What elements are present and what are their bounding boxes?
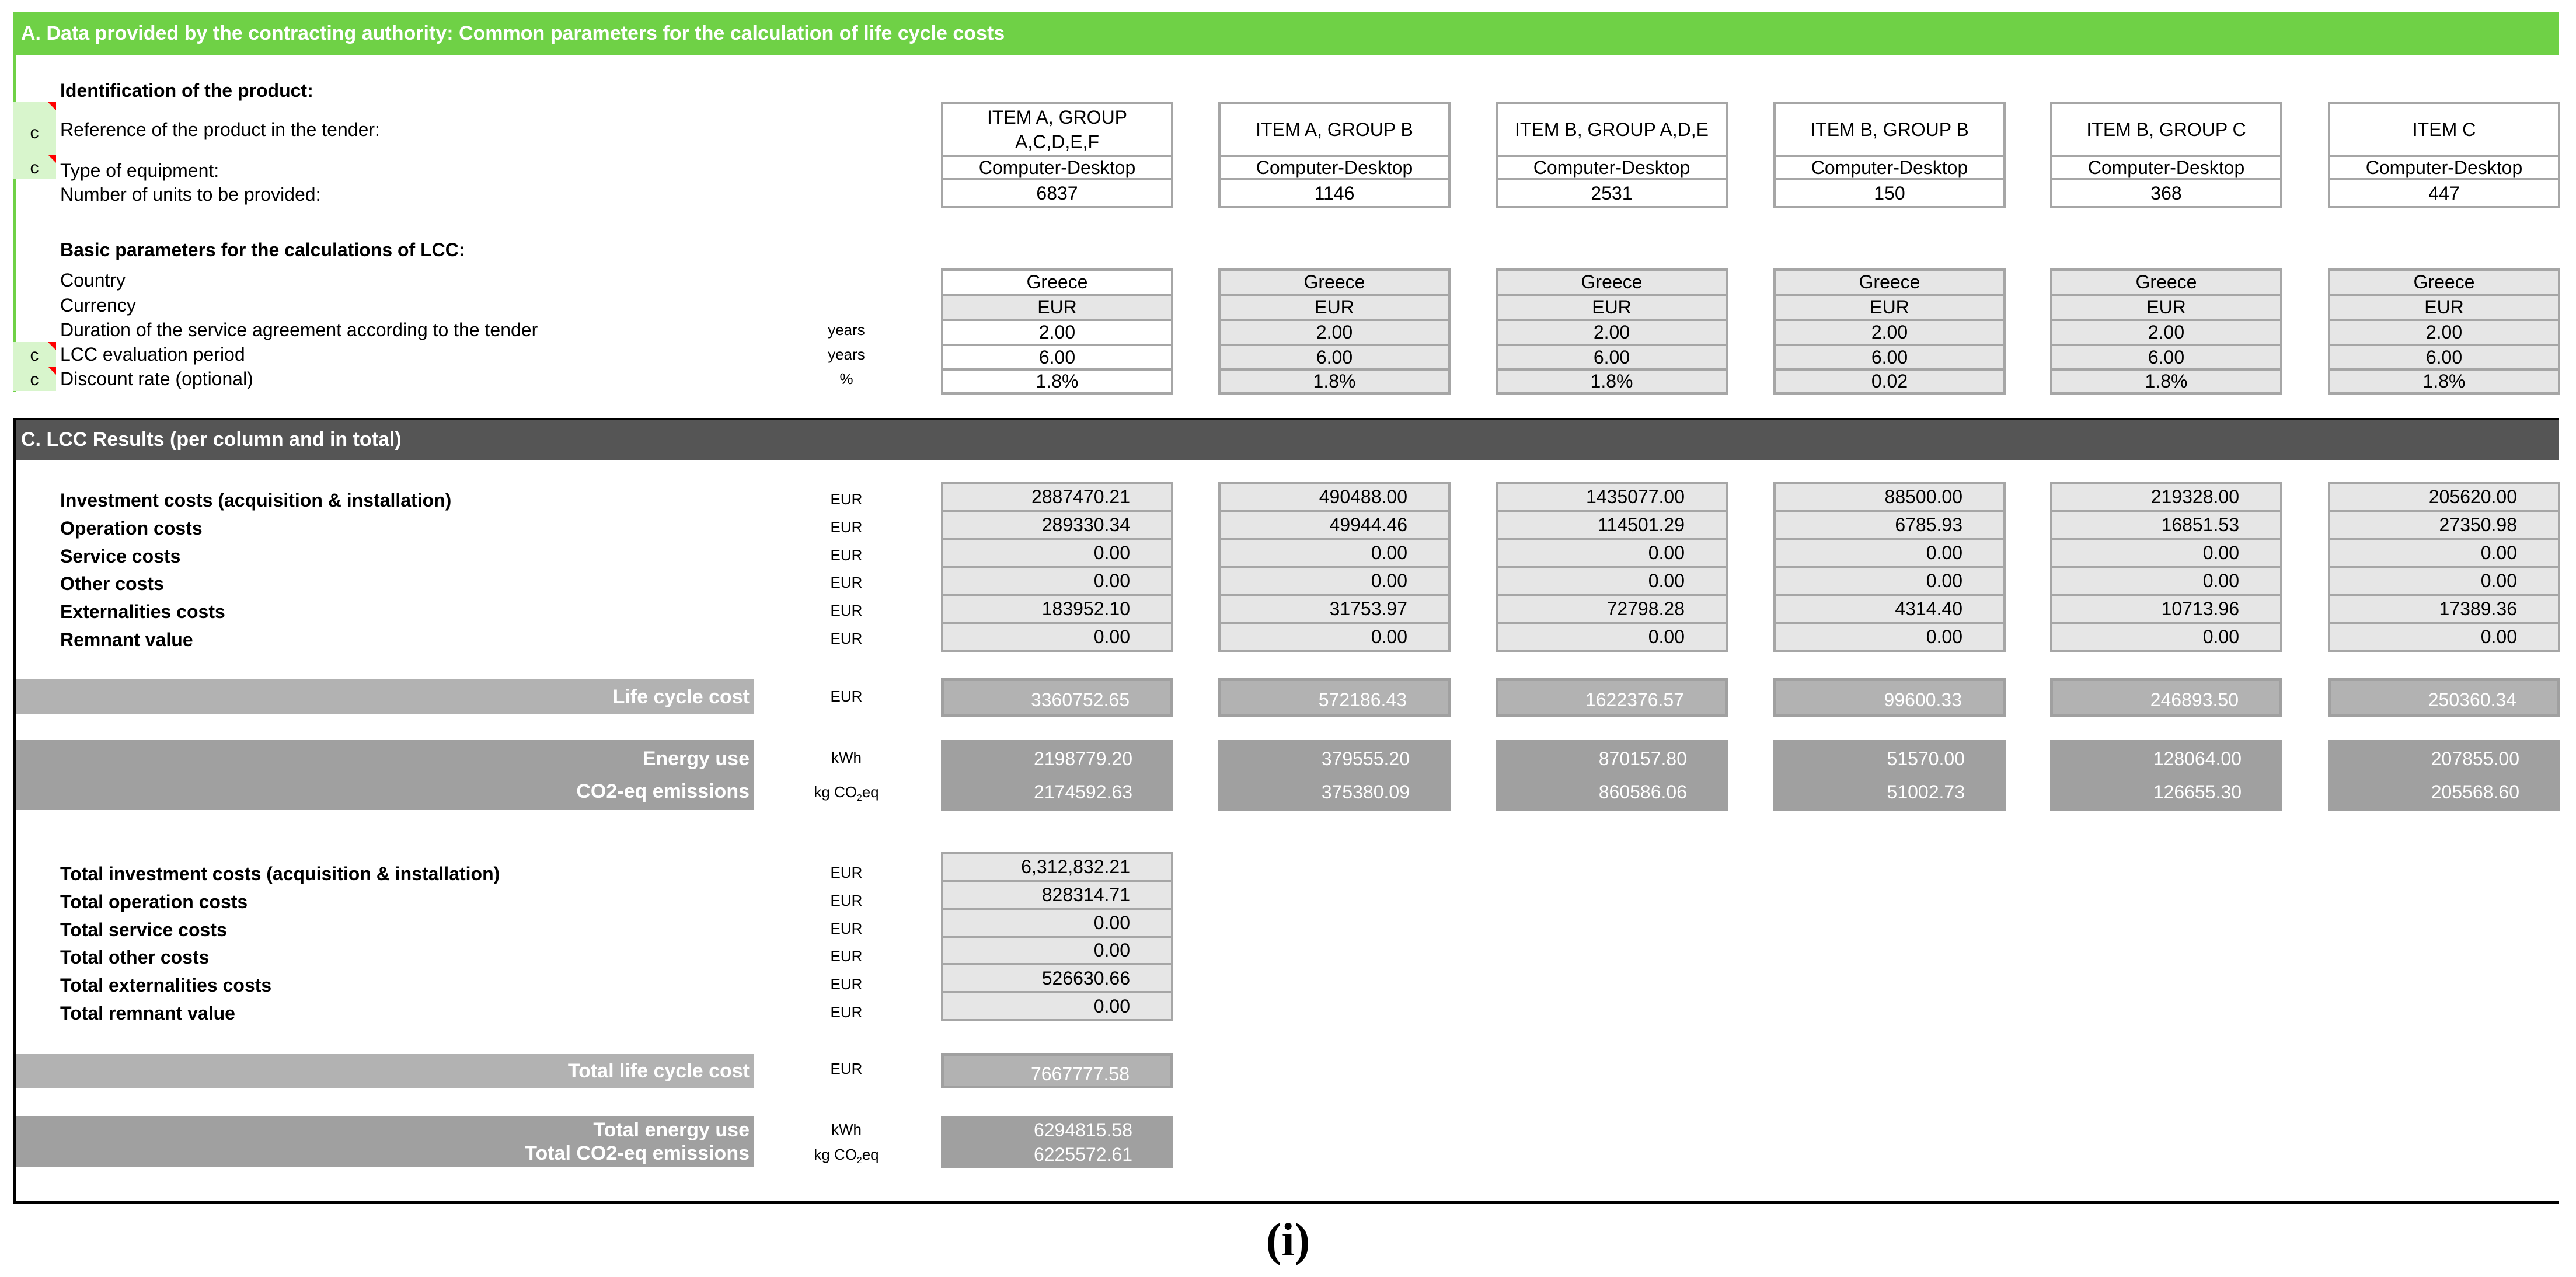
total-other-label: Total other costs bbox=[60, 947, 210, 968]
country-cell[interactable]: Greece bbox=[1218, 268, 1451, 294]
country-cell[interactable]: Greece bbox=[941, 268, 1173, 294]
units-cell[interactable]: 1146 bbox=[1218, 178, 1451, 208]
investment-cell: 205620.00 bbox=[2328, 482, 2560, 510]
type-cell[interactable]: Computer-Desktop bbox=[1496, 155, 1728, 178]
total-service-cell: 0.00 bbox=[941, 908, 1173, 936]
discount-label: Discount rate (optional) bbox=[60, 368, 253, 389]
currency-cell: EUR bbox=[1496, 294, 1728, 319]
energy-bar bbox=[16, 740, 754, 810]
currency-label: Currency bbox=[60, 295, 136, 316]
externalities-cell: 183952.10 bbox=[941, 594, 1173, 622]
other-label: Other costs bbox=[60, 573, 164, 594]
externalities-cell: 17389.36 bbox=[2328, 594, 2560, 622]
units-cell[interactable]: 150 bbox=[1773, 178, 2006, 208]
externalities-cell: 4314.40 bbox=[1773, 594, 2006, 622]
total-life-cycle-cost-cell: 7667777.58 bbox=[941, 1053, 1173, 1088]
investment-cell: 2887470.21 bbox=[941, 482, 1173, 510]
externalities-cell: 10713.96 bbox=[2050, 594, 2282, 622]
co2-label: CO2-eq emissions bbox=[576, 780, 750, 803]
life-cycle-cost-cell: 3360752.65 bbox=[941, 678, 1173, 717]
remnant-cell: 0.00 bbox=[1773, 622, 2006, 652]
comment-indicator-icon bbox=[48, 102, 56, 110]
co2-unit: kg $CO_2eq$ bbox=[814, 783, 879, 804]
lcc-period-cell[interactable]: 6.00 bbox=[2050, 344, 2282, 368]
reference-cell[interactable]: ITEM A, GROUP A,C,D,E,F bbox=[941, 102, 1173, 155]
co2-value: 51002.73 bbox=[1887, 781, 1965, 803]
total-externalities-label: Total externalities costs bbox=[60, 975, 272, 996]
total-remnant-cell: 0.00 bbox=[941, 991, 1173, 1021]
co2-value: 375380.09 bbox=[1321, 781, 1410, 803]
energy-value: 2198779.20 bbox=[1033, 748, 1132, 769]
other-cell: 0.00 bbox=[1218, 566, 1451, 594]
currency-cell: EUR bbox=[1773, 294, 2006, 319]
total-energy-label: Total energy use bbox=[593, 1119, 750, 1141]
lcc-period-cell[interactable]: 6.00 bbox=[1773, 344, 2006, 368]
service-cell: 0.00 bbox=[1773, 538, 2006, 566]
service-cell: 0.00 bbox=[1218, 538, 1451, 566]
total-energy-value: 6294815.58 bbox=[1033, 1119, 1132, 1140]
total-investment-label: Total investment costs (acquisition & installation) bbox=[60, 863, 500, 884]
discount-unit: % bbox=[839, 370, 853, 388]
total-other-cell: 0.00 bbox=[941, 936, 1173, 963]
operation-cell: 289330.34 bbox=[941, 510, 1173, 538]
operation-cell: 114501.29 bbox=[1496, 510, 1728, 538]
units-cell[interactable]: 2531 bbox=[1496, 178, 1728, 208]
units-cell[interactable]: 447 bbox=[2328, 178, 2560, 208]
operation-cell: 27350.98 bbox=[2328, 510, 2560, 538]
externalities-unit: EUR bbox=[830, 602, 863, 619]
lcc-period-cell[interactable]: 6.00 bbox=[941, 344, 1173, 368]
investment-cell: 219328.00 bbox=[2050, 482, 2282, 510]
operation-label: Operation costs bbox=[60, 518, 203, 539]
total-operation-label: Total operation costs bbox=[60, 891, 248, 912]
service-cell: 0.00 bbox=[2328, 538, 2560, 566]
energy-value: 379555.20 bbox=[1321, 748, 1410, 769]
total-energy-cell bbox=[941, 1116, 1173, 1168]
other-cell: 0.00 bbox=[1496, 566, 1728, 594]
life-cycle-cost-bar bbox=[16, 679, 754, 714]
service-cell: 0.00 bbox=[2050, 538, 2282, 566]
discount-cell[interactable]: 1.8% bbox=[2328, 368, 2560, 395]
lcc-period-cell[interactable]: 6.00 bbox=[2328, 344, 2560, 368]
type-cell[interactable]: Computer-Desktop bbox=[2328, 155, 2560, 178]
energy-cell bbox=[1773, 740, 2006, 811]
basic-parameters-heading: Basic parameters for the calculations of LCC: bbox=[60, 239, 465, 260]
remnant-label: Remnant value bbox=[60, 629, 193, 650]
total-externalities-cell: 526630.66 bbox=[941, 963, 1173, 991]
total-other-unit: EUR bbox=[830, 947, 863, 965]
investment-unit: EUR bbox=[830, 490, 863, 508]
figure-caption: (i) bbox=[1266, 1215, 1310, 1266]
co2-value: 205568.60 bbox=[2431, 781, 2519, 803]
total-life-cycle-cost-label: Total life cycle cost bbox=[567, 1060, 750, 1082]
duration-unit: years bbox=[828, 321, 865, 339]
co2-value: 126655.30 bbox=[2153, 781, 2242, 803]
remnant-cell: 0.00 bbox=[2050, 622, 2282, 652]
other-unit: EUR bbox=[830, 574, 863, 591]
total-investment-unit: EUR bbox=[830, 864, 863, 881]
other-cell: 0.00 bbox=[2050, 566, 2282, 594]
total-co2-unit: kg $CO_2eq$ bbox=[814, 1146, 879, 1166]
life-cycle-cost-cell: 99600.33 bbox=[1773, 678, 2006, 717]
investment-label: Investment costs (acquisition & installation) bbox=[60, 490, 452, 511]
section-a-header: A. Data provided by the contracting authority: Common parameters for the calculation of life cycle costs bbox=[13, 12, 2559, 55]
remnant-cell: 0.00 bbox=[941, 622, 1173, 652]
country-cell[interactable]: Greece bbox=[1773, 268, 2006, 294]
remnant-cell: 0.00 bbox=[2328, 622, 2560, 652]
life-cycle-cost-cell: 572186.43 bbox=[1218, 678, 1451, 717]
total-co2-label: Total CO2-eq emissions bbox=[525, 1142, 750, 1164]
discount-cell[interactable]: 1.8% bbox=[2050, 368, 2282, 395]
operation-cell: 49944.46 bbox=[1218, 510, 1451, 538]
units-cell[interactable]: 368 bbox=[2050, 178, 2282, 208]
identification-heading: Identification of the product: bbox=[60, 80, 313, 101]
energy-value: 870157.80 bbox=[1598, 748, 1687, 769]
remnant-unit: EUR bbox=[830, 630, 863, 647]
other-cell: 0.00 bbox=[2328, 566, 2560, 594]
type-cell[interactable]: Computer-Desktop bbox=[1773, 155, 2006, 178]
remnant-cell: 0.00 bbox=[1218, 622, 1451, 652]
type-cell[interactable]: Computer-Desktop bbox=[1218, 155, 1451, 178]
duration-cell[interactable]: 2.00 bbox=[2050, 319, 2282, 344]
discount-cell[interactable]: 1.8% bbox=[1218, 368, 1451, 395]
life-cycle-cost-label: Life cycle cost bbox=[612, 686, 750, 708]
co2-value: 2174592.63 bbox=[1033, 781, 1132, 803]
lcc-period-label: LCC evaluation period bbox=[60, 344, 245, 365]
section-c-header: C. LCC Results (per column and in total) bbox=[13, 418, 2559, 460]
remnant-cell: 0.00 bbox=[1496, 622, 1728, 652]
energy-cell bbox=[941, 740, 1173, 811]
lcc-period-unit: years bbox=[828, 346, 865, 363]
currency-cell: EUR bbox=[2050, 294, 2282, 319]
country-cell[interactable]: Greece bbox=[2050, 268, 2282, 294]
energy-value: 128064.00 bbox=[2153, 748, 2242, 769]
operation-unit: EUR bbox=[830, 518, 863, 536]
type-label: Type of equipment: bbox=[60, 160, 219, 181]
country-label: Country bbox=[60, 270, 126, 291]
externalities-label: Externalities costs bbox=[60, 601, 225, 622]
energy-cell bbox=[2328, 740, 2560, 811]
reference-cell[interactable]: ITEM C bbox=[2328, 102, 2560, 155]
energy-cell bbox=[1218, 740, 1451, 811]
investment-cell: 490488.00 bbox=[1218, 482, 1451, 510]
operation-cell: 6785.93 bbox=[1773, 510, 2006, 538]
total-operation-cell: 828314.71 bbox=[941, 880, 1173, 908]
total-energy-bar bbox=[16, 1116, 754, 1167]
energy-cell bbox=[1496, 740, 1728, 811]
comment-marker-type[interactable]: c bbox=[13, 155, 56, 179]
service-unit: EUR bbox=[830, 546, 863, 564]
externalities-cell: 31753.97 bbox=[1218, 594, 1451, 622]
discount-cell[interactable]: 1.8% bbox=[1496, 368, 1728, 395]
life-cycle-cost-cell: 246893.50 bbox=[2050, 678, 2282, 717]
total-remnant-label: Total remnant value bbox=[60, 1003, 235, 1024]
co2-value: 860586.06 bbox=[1598, 781, 1687, 803]
reference-cell[interactable]: ITEM B, GROUP B bbox=[1773, 102, 2006, 155]
investment-cell: 88500.00 bbox=[1773, 482, 2006, 510]
service-cell: 0.00 bbox=[941, 538, 1173, 566]
type-cell[interactable]: Computer-Desktop bbox=[2050, 155, 2282, 178]
life-cycle-cost-cell: 250360.34 bbox=[2328, 678, 2560, 717]
units-label: Number of units to be provided: bbox=[60, 184, 321, 205]
other-cell: 0.00 bbox=[1773, 566, 2006, 594]
lcc-unit: EUR bbox=[830, 688, 863, 705]
total-lcc-unit: EUR bbox=[830, 1060, 863, 1077]
energy-use-label: Energy use bbox=[642, 748, 750, 770]
comment-marker-lcc-period[interactable]: c bbox=[13, 342, 56, 367]
total-remnant-unit: EUR bbox=[830, 1003, 863, 1021]
total-life-cycle-cost-bar bbox=[16, 1054, 754, 1088]
discount-cell[interactable]: 1.8% bbox=[941, 368, 1173, 395]
discount-cell[interactable]: 0.02 bbox=[1773, 368, 2006, 395]
currency-cell: EUR bbox=[2328, 294, 2560, 319]
energy-value: 51570.00 bbox=[1887, 748, 1965, 769]
service-label: Service costs bbox=[60, 546, 181, 567]
reference-cell[interactable]: ITEM B, GROUP A,D,E bbox=[1496, 102, 1728, 155]
life-cycle-cost-cell: 1622376.57 bbox=[1496, 678, 1728, 717]
total-investment-cell: 6,312,832.21 bbox=[941, 852, 1173, 880]
country-cell[interactable]: Greece bbox=[2328, 268, 2560, 294]
type-cell[interactable]: Computer-Desktop bbox=[941, 155, 1173, 178]
total-externalities-unit: EUR bbox=[830, 975, 863, 993]
currency-cell: EUR bbox=[1218, 294, 1451, 319]
lcc-period-cell[interactable]: 6.00 bbox=[1496, 344, 1728, 368]
investment-cell: 1435077.00 bbox=[1496, 482, 1728, 510]
duration-label: Duration of the service agreement according to the tender bbox=[60, 319, 538, 340]
lcc-period-cell[interactable]: 6.00 bbox=[1218, 344, 1451, 368]
duration-cell[interactable]: 2.00 bbox=[941, 319, 1173, 344]
reference-cell[interactable]: ITEM B, GROUP C bbox=[2050, 102, 2282, 155]
energy-value: 207855.00 bbox=[2431, 748, 2519, 769]
units-cell[interactable]: 6837 bbox=[941, 178, 1173, 208]
duration-cell[interactable]: 2.00 bbox=[2328, 319, 2560, 344]
total-co2-value: 6225572.61 bbox=[1033, 1144, 1132, 1165]
country-cell[interactable]: Greece bbox=[1496, 268, 1728, 294]
duration-cell[interactable]: 2.00 bbox=[1218, 319, 1451, 344]
operation-cell: 16851.53 bbox=[2050, 510, 2282, 538]
total-operation-unit: EUR bbox=[830, 892, 863, 909]
externalities-cell: 72798.28 bbox=[1496, 594, 1728, 622]
reference-label: Reference of the product in the tender: bbox=[60, 119, 380, 140]
energy-cell bbox=[2050, 740, 2282, 811]
energy-unit: kWh bbox=[831, 749, 862, 766]
service-cell: 0.00 bbox=[1496, 538, 1728, 566]
section-c-bottom-border bbox=[13, 1201, 2559, 1204]
duration-cell[interactable]: 2.00 bbox=[1496, 319, 1728, 344]
comment-marker-discount[interactable]: c bbox=[13, 367, 56, 391]
other-cell: 0.00 bbox=[941, 566, 1173, 594]
duration-cell[interactable]: 2.00 bbox=[1773, 319, 2006, 344]
total-energy-unit: kWh bbox=[831, 1121, 862, 1138]
total-service-unit: EUR bbox=[830, 920, 863, 937]
comment-marker-reference[interactable]: c bbox=[13, 102, 56, 155]
total-service-label: Total service costs bbox=[60, 919, 227, 940]
reference-cell[interactable]: ITEM A, GROUP B bbox=[1218, 102, 1451, 155]
currency-cell: EUR bbox=[941, 294, 1173, 319]
